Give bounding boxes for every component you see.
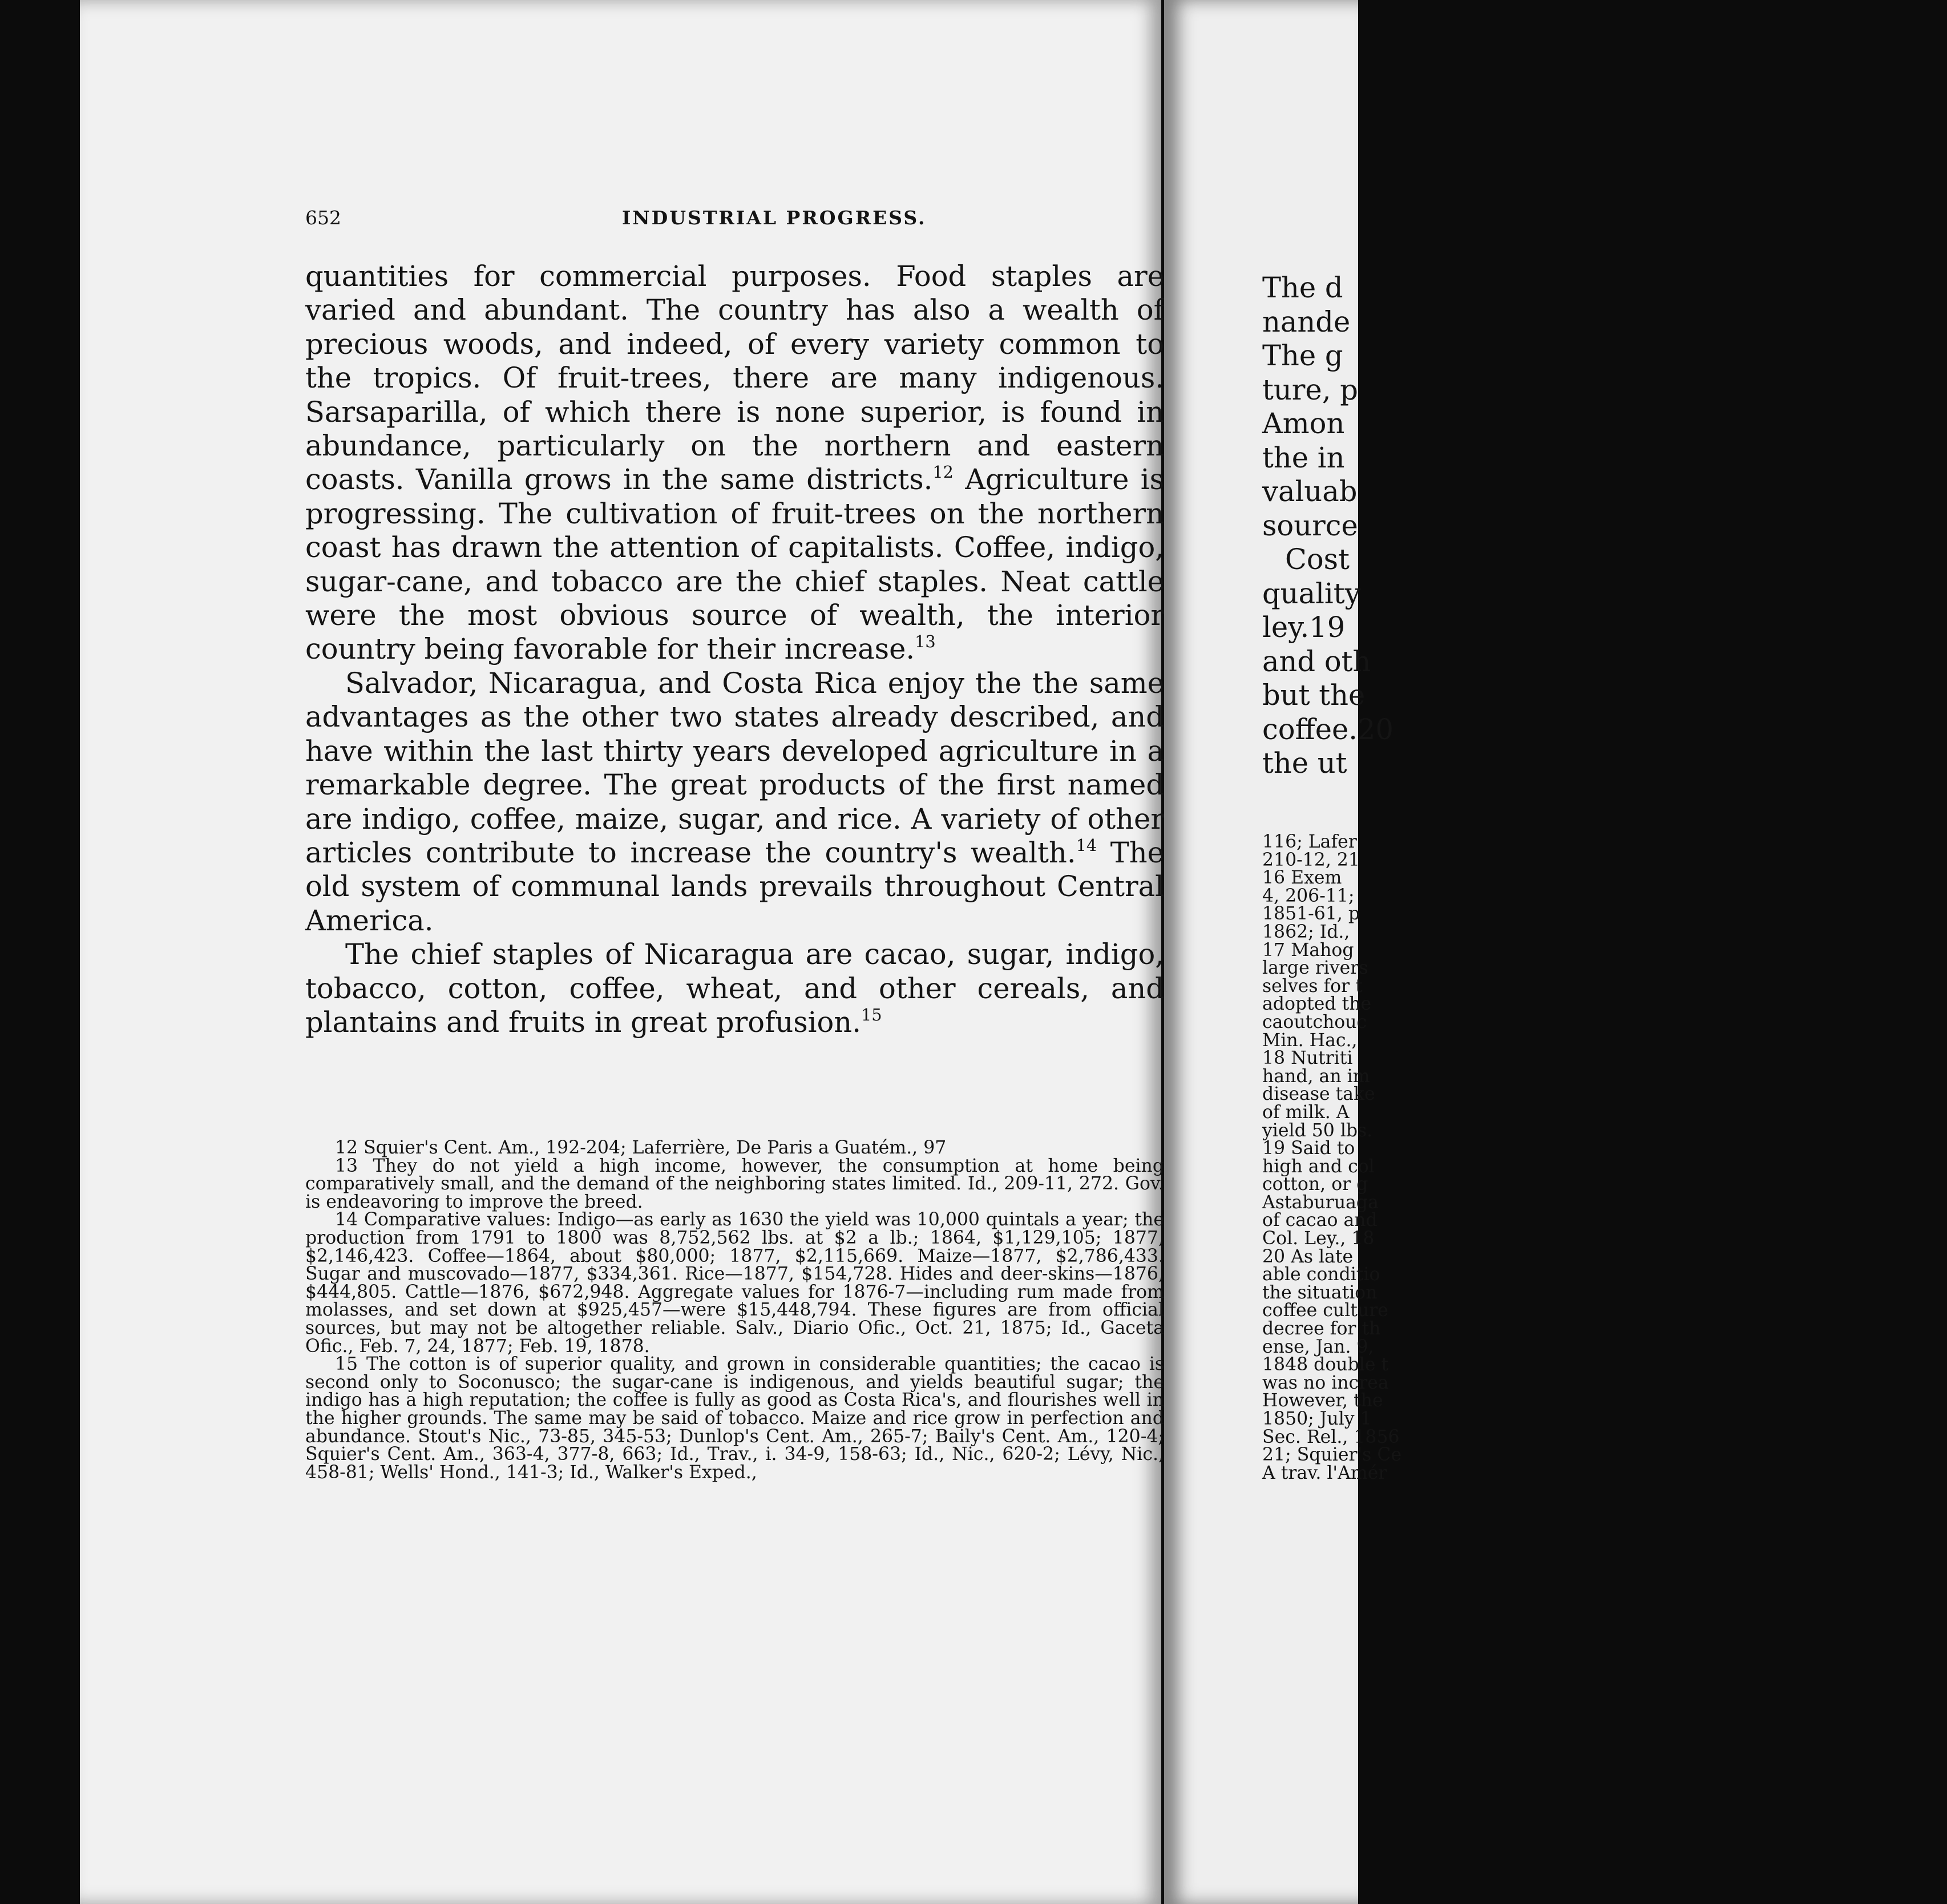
facing-note-line: Min. Hac., [1262, 1030, 1358, 1051]
facing-note-line: 1848 double t [1262, 1354, 1389, 1375]
facing-note-line: disease take [1262, 1084, 1375, 1105]
facing-body-line: Amon [1262, 407, 1345, 440]
facing-note-line: 21; Squier's Ce [1262, 1445, 1402, 1466]
facing-body-line: coffee.20 [1262, 712, 1394, 746]
facing-note-line: selves for t [1262, 975, 1363, 997]
facing-body-line: ley.19 [1262, 611, 1346, 644]
facing-note-line: adopted the [1262, 994, 1372, 1015]
facing-page-notes [1262, 833, 1947, 1482]
facing-note-line: Sec. Rel., 1856 [1262, 1426, 1400, 1447]
facing-note-line: 4, 206-11; [1262, 885, 1355, 906]
facing-note-line: of milk. A [1262, 1102, 1350, 1123]
facing-note-line: A trav. l'Amér [1262, 1462, 1387, 1483]
facing-note-line: was no increa [1262, 1372, 1389, 1393]
facing-note-line: 18 Nutriti [1262, 1048, 1353, 1069]
running-head [305, 207, 1164, 235]
facing-note-line: large rivers [1262, 958, 1368, 979]
facing-body-line: The g [1262, 339, 1343, 372]
facing-note-line: of cacao and [1262, 1210, 1378, 1231]
facing-note-line: 1851-61, p [1262, 903, 1360, 925]
footnote: 13 They do not yield a high income, however, the consumption at home being comparatively small, and the demand of the neighboring states limited. Id., 209-11, 272. Gov. is endeavoring to improve the breed. [305, 1155, 1164, 1212]
facing-note-line: ense, Jan. 9, [1262, 1336, 1374, 1357]
facing-note-line: decree for th [1262, 1318, 1381, 1340]
paragraph: quantities for commercial purposes. Food staples are varied and abundant. The country has also a wealth of precious woods, and indeed, of every variety common to the tropics. Of fruit-trees, there are many indigenous. Sarsaparilla, of which there is none superior, is found in abundance, particularly on the northern and eastern coasts. Vanilla grows in the same districts.$^{12}$ Agriculture is progressing. The cultivation of fruit-trees on the northern coast has drawn the attention of capitalists. Coffee, indigo, sugar-cane, and tobacco are the chief staples. Neat cattle were the most obvious source of wealth, the interior country being favorable for their increase.$^{13}$ [305, 260, 1164, 666]
facing-body-line: source [1262, 509, 1358, 542]
facing-note-line: 16 Exem [1262, 868, 1342, 889]
footnotes [305, 1139, 1164, 1482]
facing-body-line: nande [1262, 305, 1351, 338]
footnote-ref: 14 [1076, 835, 1097, 855]
facing-note-line: Col. Ley., 18 [1262, 1228, 1375, 1249]
facing-note-line: cotton, or g [1262, 1174, 1368, 1195]
facing-note-line: 210-12, 21 [1262, 849, 1360, 870]
facing-note-line: 1862; Id., [1262, 921, 1350, 942]
facing-page [1164, 0, 1402, 1904]
facing-body-line: valuab [1262, 475, 1358, 508]
facing-note-line: 17 Mahog [1262, 939, 1354, 961]
facing-body-line: The d [1262, 271, 1343, 304]
facing-note-line: 20 As late [1262, 1246, 1354, 1267]
facing-note-line: able conditio [1262, 1264, 1380, 1285]
facing-body-line: ture, p [1262, 373, 1358, 406]
footnote: 15 The cotton is of superior quality, and grown in considerable quantities; the cacao is second only to Soconusco; the sugar-cane is indigenous, and yields beautiful sugar; the indigo has a high reputation; the coffee is fully as good as Costa Rica's, and flourishes well in the higher grounds. The same may be said of tobacco. Maize and rice grow in perfection and abundance. Stout's Nic., 73-85, 345-53; Dunlop's Cent. Am., 265-7; Baily's Cent. Am., 120-4; Squier's Cent. Am., 363-4, 377-8, 663; Id., Trav., i. 34-9, 158-63; Id., Nic., 620-2; Lévy, Nic., 458-81; Wells' Hond., 141-3; Id., Walker's Exped., [305, 1354, 1164, 1483]
paragraph: The chief staples of Nicaragua are cacao, sugar, indigo, tobacco, cotton, coffee, wheat, and other cereals, and plantains and fruits in great profusion.$^{15}$ [305, 938, 1164, 1039]
facing-page-body [1262, 271, 1947, 781]
facing-note-line: caoutchouc [1262, 1011, 1367, 1032]
facing-body-line: Cost [1285, 543, 1350, 576]
facing-note-line: the situation [1262, 1282, 1378, 1303]
footnote: 14 Comparative values: Indigo—as early as 1630 the yield was 10,000 quintals a year; the production from 1791 to 1800 was 8,752,562 lbs. at $2 a lb.; 1864, $1,129,105; 1877, $2,146,423. Coffee—1864, about $80,000; 1877, $2,115,669. Maize—1877, $2,786,433. Sugar and muscovado—1877, $334,361. Rice—1877, $154,728. Hides and deer-skins—1876, $444,805. Cattle—1876, $672,948. Aggregate values for 1876-7—including rum made from molasses, and set down at $925,457—were $15,448,794. These figures are from official sources, but may not be altogether reliable. Salv., Diario Ofic., Oct. 21, 1875; Id., Gaceta Ofic., Feb. 7, 24, 1877; Feb. 19, 1878. [305, 1209, 1164, 1357]
facing-note-line: high and col [1262, 1156, 1375, 1177]
footnote-ref: 12 [932, 462, 954, 482]
paragraph: Salvador, Nicaragua, and Costa Rica enjoy the the same advantages as the other two states already described, and have within the last thirty years developed agriculture in a remarkable degree. The great products of the first named are indigo, coffee, maize, sugar, and rice. A variety of other articles contribute to increase the country's wealth.$^{14}$ The old system of communal lands prevails throughout Central America. [305, 666, 1164, 937]
footnote-ref: 15 [861, 1005, 882, 1024]
facing-note-line: Astaburuaga [1262, 1192, 1379, 1213]
facing-note-line: 19 Said to [1262, 1138, 1355, 1159]
footnote-ref: 13 [915, 632, 936, 652]
facing-note-line: 116; Lafer [1262, 832, 1357, 852]
facing-body-line: the ut [1262, 747, 1347, 780]
page-number: 652 [305, 207, 341, 229]
footnote: 12 Squier's Cent. Am., 192-204; Laferrière, De Paris a Guatém., 97 [335, 1137, 947, 1158]
running-title: INDUSTRIAL PROGRESS. [622, 207, 927, 229]
facing-note-line: However, the [1262, 1390, 1383, 1411]
facing-body-line: and oth [1262, 644, 1371, 678]
facing-note-line: coffee culture [1262, 1300, 1388, 1321]
facing-note-line: yield 50 lbs. [1262, 1120, 1373, 1141]
facing-body-line: quality [1262, 576, 1361, 610]
left-page [80, 0, 1164, 1904]
facing-note-line: hand, an im [1262, 1066, 1370, 1087]
body-text [305, 260, 1164, 1039]
facing-body-line: the in [1262, 441, 1345, 474]
facing-body-line: but the [1262, 679, 1366, 712]
facing-note-line: 1850; July 1 [1262, 1409, 1372, 1429]
